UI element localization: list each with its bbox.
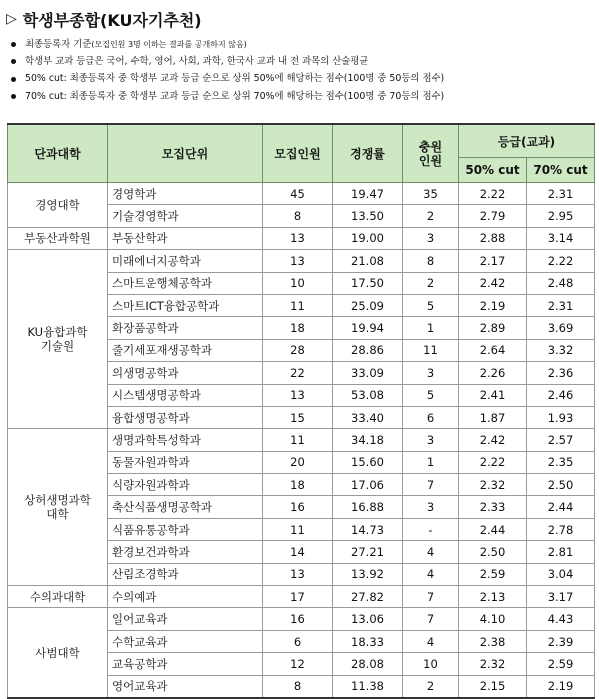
cut50-value: 1.87 [459, 406, 527, 428]
cut70-value: 2.57 [527, 429, 595, 451]
quota-value: 20 [263, 451, 333, 473]
cut70-value: 2.35 [527, 451, 595, 473]
cut50-value: 2.59 [459, 563, 527, 585]
note-text: 학생부 교과 등급은 국어, 수학, 영어, 사회, 과학, 한국사 교과 내 전 과목의 산술평균 [25, 56, 369, 68]
additional-value: - [403, 518, 459, 540]
competition-value: 27.21 [333, 541, 403, 563]
competition-value: 19.47 [333, 183, 403, 205]
competition-value: 33.40 [333, 406, 403, 428]
additional-value: 5 [403, 384, 459, 406]
unit-name: 융합생명공학과 [108, 406, 263, 428]
quota-value: 15 [263, 406, 333, 428]
cut70-value: 2.44 [527, 496, 595, 518]
competition-value: 34.18 [333, 429, 403, 451]
table-row [8, 429, 595, 451]
cut70-value: 2.95 [527, 205, 595, 227]
quota-value: 10 [263, 272, 333, 294]
unit-name: 축산식품생명공학과 [108, 496, 263, 518]
cut50-value: 2.33 [459, 496, 527, 518]
additional-value: 4 [403, 563, 459, 585]
additional-value: 2 [403, 675, 459, 698]
quota-value: 13 [263, 384, 333, 406]
competition-value: 15.60 [333, 451, 403, 473]
college-name: 부동산과학원 [8, 227, 108, 249]
cut50-value: 2.19 [459, 294, 527, 316]
quota-value: 8 [263, 675, 333, 698]
cut50-value: 2.88 [459, 227, 527, 249]
additional-value: 7 [403, 474, 459, 496]
cut70-value: 2.50 [527, 474, 595, 496]
competition-value: 18.33 [333, 630, 403, 652]
additional-value: 5 [403, 294, 459, 316]
quota-value: 13 [263, 563, 333, 585]
additional-value: 1 [403, 451, 459, 473]
competition-value: 53.08 [333, 384, 403, 406]
competition-value: 13.06 [333, 608, 403, 630]
table-row [8, 586, 595, 608]
quota-value: 11 [263, 429, 333, 451]
header-unit: 모집단위 [108, 124, 263, 183]
quota-value: 17 [263, 586, 333, 608]
bullet-icon [11, 77, 16, 82]
competition-value: 19.00 [333, 227, 403, 249]
quota-value: 14 [263, 541, 333, 563]
unit-name: 생명과학특성학과 [108, 429, 263, 451]
note-text: 최종등록자 기준 [25, 39, 92, 50]
additional-value: 4 [403, 630, 459, 652]
unit-name: 일어교육과 [108, 608, 263, 630]
note-item [10, 53, 595, 70]
unit-name: 화장품공학과 [108, 317, 263, 339]
quota-value: 18 [263, 317, 333, 339]
cut70-value: 2.78 [527, 518, 595, 540]
header-cut50: 50% cut [459, 158, 527, 183]
cut70-value: 2.31 [527, 294, 595, 316]
quota-value: 22 [263, 362, 333, 384]
table-row [8, 608, 595, 630]
unit-name: 환경보건과학과 [108, 541, 263, 563]
additional-value: 7 [403, 608, 459, 630]
competition-value: 17.50 [333, 272, 403, 294]
header-additional: 충원 인원 [403, 124, 459, 183]
cut50-value: 2.22 [459, 451, 527, 473]
cut70-value: 3.14 [527, 227, 595, 249]
quota-value: 11 [263, 294, 333, 316]
additional-value: 3 [403, 429, 459, 451]
quota-value: 16 [263, 608, 333, 630]
additional-value: 3 [403, 496, 459, 518]
college-name: 경영대학 [8, 183, 108, 228]
cut50-value: 2.79 [459, 205, 527, 227]
note-item [10, 88, 595, 105]
quota-value: 11 [263, 518, 333, 540]
additional-value: 11 [403, 339, 459, 361]
unit-name: 의생명공학과 [108, 362, 263, 384]
competition-value: 33.09 [333, 362, 403, 384]
header-college: 단과대학 [8, 124, 108, 183]
cut50-value: 2.41 [459, 384, 527, 406]
cut50-value: 2.50 [459, 541, 527, 563]
cut50-value: 2.44 [459, 518, 527, 540]
college-name: 사범대학 [8, 608, 108, 698]
unit-name: 산림조경학과 [108, 563, 263, 585]
college-name: 상허생명과학 대학 [8, 429, 108, 586]
table-row [8, 183, 595, 205]
table-row [8, 227, 595, 249]
cut50-value: 2.13 [459, 586, 527, 608]
table-body [8, 183, 595, 698]
table-row [8, 250, 595, 272]
cut50-value: 4.10 [459, 608, 527, 630]
competition-value: 28.08 [333, 653, 403, 675]
note-text: 70% cut: 최종등록자 중 학생부 교과 등급 순으로 상위 70%에 해당하는 점수(100명 중 70등의 점수) [25, 90, 445, 102]
cut50-value: 2.32 [459, 474, 527, 496]
competition-value: 25.09 [333, 294, 403, 316]
cut50-value: 2.15 [459, 675, 527, 698]
additional-value: 35 [403, 183, 459, 205]
quota-value: 28 [263, 339, 333, 361]
additional-value: 3 [403, 227, 459, 249]
cut70-value: 2.48 [527, 272, 595, 294]
header-quota: 모집인원 [263, 124, 333, 183]
cut70-value: 2.81 [527, 541, 595, 563]
quota-value: 6 [263, 630, 333, 652]
unit-name: 식량자원과학과 [108, 474, 263, 496]
additional-value: 10 [403, 653, 459, 675]
cut70-value: 2.39 [527, 630, 595, 652]
additional-value: 2 [403, 272, 459, 294]
note-item [10, 36, 595, 53]
cut70-value: 3.04 [527, 563, 595, 585]
title-text: 학생부종합(KU자기추천) [22, 10, 202, 30]
cut70-value: 2.36 [527, 362, 595, 384]
additional-value: 8 [403, 250, 459, 272]
quota-value: 16 [263, 496, 333, 518]
unit-name: 수의예과 [108, 586, 263, 608]
competition-value: 27.82 [333, 586, 403, 608]
note-text: 50% cut: 최종등록자 중 학생부 교과 등급 순으로 상위 50%에 해당하는 점수(100명 중 50등의 점수) [25, 73, 445, 85]
cut50-value: 2.89 [459, 317, 527, 339]
competition-value: 16.88 [333, 496, 403, 518]
unit-name: 줄기세포재생공학과 [108, 339, 263, 361]
bullet-icon [11, 94, 16, 99]
quota-value: 18 [263, 474, 333, 496]
additional-value: 6 [403, 406, 459, 428]
unit-name: 부동산학과 [108, 227, 263, 249]
unit-name: 시스템생명공학과 [108, 384, 263, 406]
cut50-value: 2.26 [459, 362, 527, 384]
header-cut70: 70% cut [527, 158, 595, 183]
cut70-value: 2.19 [527, 675, 595, 698]
competition-value: 17.06 [333, 474, 403, 496]
quota-value: 45 [263, 183, 333, 205]
additional-value: 2 [403, 205, 459, 227]
competition-value: 14.73 [333, 518, 403, 540]
note-subtext: (모집인원 3명 이하는 결과를 공개하지 않음) [91, 40, 247, 49]
cut70-value: 3.69 [527, 317, 595, 339]
unit-name: 미래에너지공학과 [108, 250, 263, 272]
unit-name: 동물자원과학과 [108, 451, 263, 473]
header-competition: 경쟁률 [333, 124, 403, 183]
cut50-value: 2.17 [459, 250, 527, 272]
cut70-value: 2.46 [527, 384, 595, 406]
quota-value: 13 [263, 227, 333, 249]
competition-value: 28.86 [333, 339, 403, 361]
header-grade: 등급(교과) [459, 124, 595, 158]
unit-name: 스마트ICT융합공학과 [108, 294, 263, 316]
unit-name: 경영학과 [108, 183, 263, 205]
quota-value: 8 [263, 205, 333, 227]
additional-value: 1 [403, 317, 459, 339]
additional-value: 7 [403, 586, 459, 608]
college-name: KU융합과학 기술원 [8, 250, 108, 429]
competition-value: 21.08 [333, 250, 403, 272]
cut70-value: 2.59 [527, 653, 595, 675]
unit-name: 식품유통공학과 [108, 518, 263, 540]
additional-value: 4 [403, 541, 459, 563]
additional-value: 3 [403, 362, 459, 384]
cut50-value: 2.42 [459, 429, 527, 451]
cut70-value: 3.17 [527, 586, 595, 608]
cut70-value: 3.32 [527, 339, 595, 361]
cut70-value: 4.43 [527, 608, 595, 630]
unit-name: 수학교육과 [108, 630, 263, 652]
competition-value: 19.94 [333, 317, 403, 339]
cut50-value: 2.42 [459, 272, 527, 294]
college-name: 수의과대학 [8, 586, 108, 608]
quota-value: 12 [263, 653, 333, 675]
competition-value: 13.50 [333, 205, 403, 227]
cut70-value: 2.22 [527, 250, 595, 272]
cut70-value: 2.31 [527, 183, 595, 205]
unit-name: 기술경영학과 [108, 205, 263, 227]
cut50-value: 2.22 [459, 183, 527, 205]
page-title [6, 6, 202, 32]
cut70-value: 1.93 [527, 406, 595, 428]
unit-name: 교육공학과 [108, 653, 263, 675]
cut50-value: 2.38 [459, 630, 527, 652]
cut50-value: 2.32 [459, 653, 527, 675]
competition-value: 13.92 [333, 563, 403, 585]
unit-name: 영어교육과 [108, 675, 263, 698]
competition-value: 11.38 [333, 675, 403, 698]
cut50-value: 2.64 [459, 339, 527, 361]
notes-list [10, 36, 595, 105]
bullet-icon [11, 59, 16, 64]
unit-name: 스마트운행체공학과 [108, 272, 263, 294]
note-item [10, 70, 595, 87]
bullet-icon [11, 42, 16, 47]
triangle-marker-icon: ▷ [6, 11, 17, 27]
quota-value: 13 [263, 250, 333, 272]
results-table [7, 123, 595, 699]
